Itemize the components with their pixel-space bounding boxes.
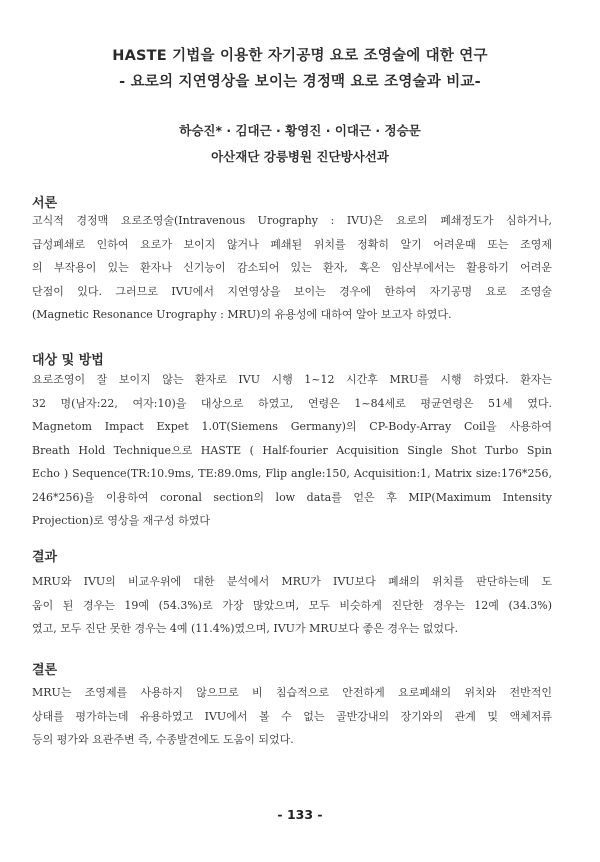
section-heading-conclusion: 결론 (32, 663, 58, 678)
text-line: 단점이 있다. 그러므로 IVU에서 지연영상을 보이는 경우에 한하여 자기공명 요로 조영술 (32, 284, 552, 298)
section-heading-methods: 대상 및 방법 (32, 353, 104, 368)
text-line: 요로조영이 잘 보이지 않는 환자로 IVU 시행 1~12 시간후 MRU를 시행 하였다. 환자는 (32, 373, 552, 386)
text-line: 246*256)을 이용하여 coronal section의 low data를 얻은 후 MIP(Maximum Intensity (32, 490, 552, 504)
section-body-intro (32, 209, 552, 327)
text-line: Magnetom Impact Expet 1.0T(Siemens Germany)의 CP-Body-Array Coil을 사용하여 (32, 420, 552, 433)
text-line: 상태를 평가하는데 유용하였고 IVU에서 볼 수 없는 골반강내의 장기와의 관계 및 액체저류 (32, 709, 552, 723)
text-line: Projection)로 영상을 재구성 하였다 (32, 514, 211, 527)
text-line: 32 명(남자:22, 여자:10)을 대상으로 하였고, 연령은 1~84세로 평균연령은 51세 였다. (32, 396, 552, 410)
text-line: 급성폐쇄로 인하여 요로가 보이지 않거나 폐쇄된 위치를 정확히 알기 어려운때 또는 조영제 (32, 237, 552, 251)
text-line: 움이 된 경우는 19예 (54.3%)로 가장 많았으며, 모두 비슷하게 진단한 경우는 12예 (34.3%) (32, 598, 552, 612)
text-line: Breath Hold Technique으로 HASTE ( Half-fourier Acquisition Single Shot Turbo Spin (32, 443, 552, 457)
section-heading-results: 결과 (32, 550, 58, 565)
text-line: 고식적 경정맥 요로조영술(Intravenous Urography : IVU)은 요로의 폐쇄정도가 심하거나, (32, 214, 552, 227)
text-line: 등의 평가와 요관주변 즉, 수종발견에도 도움이 되었다. (32, 733, 294, 746)
section-heading-intro: 서론 (32, 196, 58, 211)
authors: 하승진* · 김대근 · 황영진 · 이대근 · 정승문 (179, 123, 421, 138)
paper-title-line2: - 요로의 지연영상을 보이는 경정맥 요로 조영술과 비교- (119, 74, 481, 90)
text-line: 의 부작용이 있는 환자나 신기능이 감소되어 있는 환자, 혹은 임산부에서는 활용하기 어려운 (32, 261, 552, 274)
text-line: MRU와 IVU의 비교우위에 대한 분석에서 MRU가 IVU보다 폐쇄의 위치를 판단하는데 도 (32, 575, 552, 588)
section-body-methods (32, 368, 552, 533)
text-line: MRU는 조영제를 사용하지 않으므로 비 침습적으로 안전하게 요로폐쇄의 위치와 전반적인 (32, 686, 552, 699)
affiliation: 아산재단 강릉병원 진단방사선과 (211, 149, 389, 164)
text-line: (Magnetic Resonance Urography : MRU)의 유용성에 대하여 알아 보고자 하였다. (32, 308, 452, 321)
section-body-results (32, 570, 552, 641)
text-line: 였고, 모두 진단 못한 경우는 4예 (11.4%)였으며, IVU가 MRU보다 좋은 경우는 없었다. (32, 622, 459, 635)
text-line: Echo ) Sequence(TR:10.9ms, TE:89.0ms, Flip angle:150, Acquisition:1, Matrix size:176*256, (32, 467, 552, 480)
paper-title-line1: HASTE 기법을 이용한 자기공명 요로 조영술에 대한 연구 (112, 48, 488, 64)
page-number: - 133 - (277, 807, 323, 822)
section-body-conclusion (32, 681, 552, 752)
